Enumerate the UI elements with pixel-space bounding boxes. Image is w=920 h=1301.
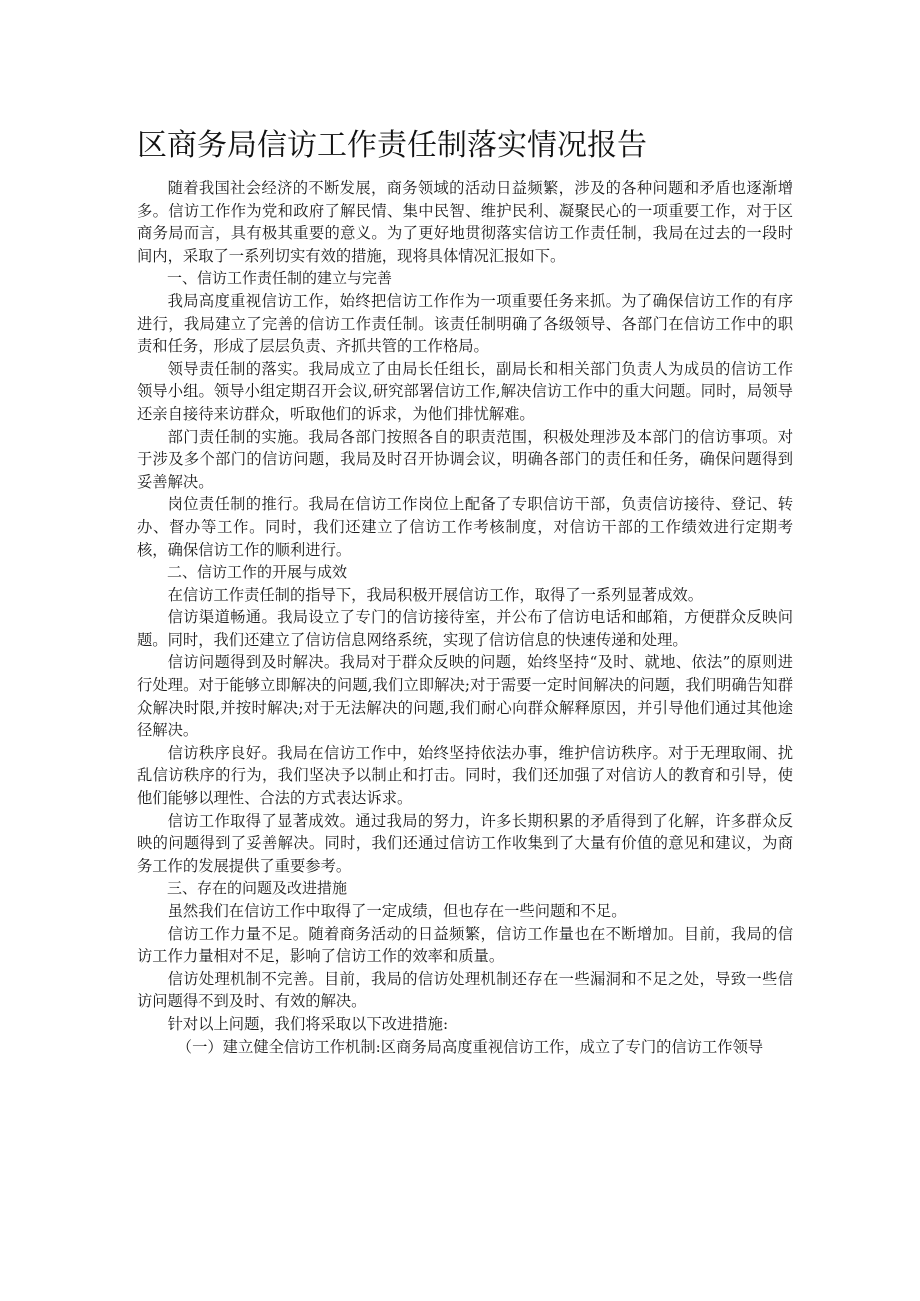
section-2-paragraph-5: 信访工作取得了显著成效。通过我局的努力，许多长期积累的矛盾得到了化解，许多群众反映的问题得到了妥善解决。同时，我们还通过信访工作收集到了大量有价值的意见和建议，为商务工作的发展提供了重要参考。 (137, 811, 793, 875)
intro-paragraph: 随着我国社会经济的不断发展，商务领域的活动日益频繁，涉及的各种问题和矛盾也逐渐增多。信访工作作为党和政府了解民情、集中民智、维护民利、凝聚民心的一项重要工作，对于区商务局而言，具有极其重要的意义。为了更好地贯彻落实信访工作责任制，我局在过去的一段时间内，采取了一系列切实有效的措施，现将具体情况汇报如下。 (137, 179, 793, 265)
section-3-paragraph-1: 虽然我们在信访工作中取得了一定成绩，但也存在一些问题和不足。 (167, 902, 627, 920)
document-body (137, 177, 793, 1058)
section-1-paragraph-4: 岗位责任制的推行。我局在信访工作岗位上配备了专职信访干部，负责信访接待、登记、转办、督办等工作。同时，我们还建立了信访工作考核制度，对信访干部的工作绩效进行定期考核，确保信访工作的顺利进行。 (137, 495, 793, 559)
document-title: 区商务局信访工作责任制落实情况报告 (137, 128, 647, 163)
section-1-heading: 一、信访工作责任制的建立与完善 (167, 269, 393, 288)
section-1-paragraph-2: 领导责任制的落实。我局成立了由局长任组长，副局长和相关部门负责人为成员的信访工作领导小组。领导小组定期召开会议,研究部署信访工作,解决信访工作中的重大问题。同时，局领导还亲自接待来访群众，听取他们的诉求，为他们排忧解难。 (137, 359, 793, 423)
section-2-paragraph-1: 在信访工作责任制的指导下，我局积极开展信访工作，取得了一系列显著成效。 (167, 585, 703, 604)
section-3-paragraph-4: 针对以上问题，我们将采取以下改进措施: (167, 1014, 449, 1033)
section-3-paragraph-2: 信访工作力量不足。随着商务活动的日益频繁，信访工作量也在不断增加。目前，我局的信访工作力量相对不足，影响了信访工作的效率和质量。 (137, 924, 793, 966)
section-2-heading: 二、信访工作的开展与成效 (167, 563, 348, 582)
section-3-paragraph-3: 信访处理机制不完善。目前，我局的信访处理机制还存在一些漏洞和不足之处，导致一些信访问题得不到及时、有效的解决。 (137, 969, 793, 1011)
section-1-paragraph-3: 部门责任制的实施。我局各部门按照各自的职责范围，积极处理涉及本部门的信访事项。对于涉及多个部门的信访问题，我局及时召开协调会议，明确各部门的责任和任务，确保问题得到妥善解决。 (137, 427, 793, 491)
section-3-item-1: （一）建立健全信访工作机制:区商务局高度重视信访工作，成立了专门的信访工作领导 (176, 1037, 764, 1056)
section-2-paragraph-3: 信访问题得到及时解决。我局对于群众反映的问题，始终坚持“及时、就地、依法”的原则进行处理。对于能够立即解决的问题,我们立即解决;对于需要一定时间解决的问题，我们明确告知群众解决时限,并按时解决;对于无法解决的问题,我们耐心向群众解释原因，并引导他们通过其他途径解决。 (137, 653, 793, 740)
section-3-heading: 三、存在的问题及改进措施 (167, 879, 348, 898)
section-2-paragraph-2: 信访渠道畅通。我局设立了专门的信访接待室，并公布了信访电话和邮箱，方便群众反映问题。同时，我们还建立了信访信息网络系统，实现了信访信息的快速传递和处理。 (137, 608, 793, 649)
section-2-paragraph-4: 信访秩序良好。我局在信访工作中，始终坚持依法办事，维护信访秩序。对于无理取闹、扰乱信访秩序的行为，我们坚决予以制止和打击。同时，我们还加强了对信访人的教育和引导，使他们能够以理性、合法的方式表达诉求。 (137, 743, 793, 808)
section-1-paragraph-1: 我局高度重视信访工作，始终把信访工作作为一项重要任务来抓。为了确保信访工作的有序进行，我局建立了完善的信访工作责任制。该责任制明确了各级领导、各部门在信访工作中的职责和任务，形成了层层负责、齐抓共管的工作格局。 (137, 291, 793, 356)
